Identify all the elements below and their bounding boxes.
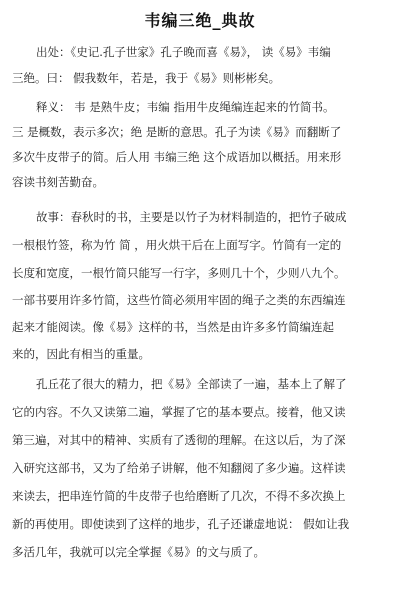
text-line: 三 是概数，表示多次；绝 是断的意思。孔子为读《易》而翻断了 (12, 125, 342, 139)
text-line: 起来才能阅读。像《易》这样的书，当然是由许多多竹简编连起 (12, 320, 334, 334)
text-line: 它的内容。不久又读第二遍，掌握了它的基本要点。接着，他又读 (12, 405, 346, 419)
text-line: 来读去，把串连竹简的牛皮带子也给磨断了几次，不得不多次换上 (12, 489, 346, 503)
text-line: 出处：《史记.孔子世家》孔子晚而喜《易》， 读《易》韦编 (36, 45, 331, 59)
text-line: 孔丘花了很大的精力，把《易》全部读了一遍，基本上了解了 (36, 377, 347, 391)
text-line: 多次牛皮带子的简。后人用 韦编三绝 这个成语加以概括。用来形 (12, 150, 342, 164)
text-line: 故事：春秋时的书，主要是以竹子为材料制造的，把竹子破成 (36, 210, 347, 224)
text-line: 容读书刻苦勤奋。 (12, 175, 104, 189)
text-line: 三绝。曰： 假我数年，若是，我于《易》则彬彬矣。 (12, 71, 281, 85)
text-line: 第三遍，对其中的精神、实质有了透彻的理解。在这以后，为了深 (12, 433, 346, 447)
text-line: 来的，因此有相当的重量。 (12, 347, 150, 361)
document-title: 韦编三绝_典故 (144, 11, 256, 30)
text-line: 一根根竹签，称为竹 简 ，用火烘干后在上面写字。竹简有一定的 (12, 238, 342, 252)
text-line: 新的再使用。即使读到了这样的地步，孔子还谦虚地说： 假如让我 (12, 517, 350, 531)
text-line: 多活几年，我就可以完全掌握《易》的文与质了。 (12, 545, 265, 559)
text-line: 入研究这部书，又为了给弟子讲解，他不知翻阅了多少遍。这样读 (12, 461, 346, 475)
text-line: 长度和宽度，一根竹简只能写一行字，多则几十个，少则八九个。 (12, 266, 346, 280)
text-line: 一部书要用许多竹简，这些竹简必须用牢固的绳子之类的东西编连 (12, 293, 346, 307)
text-line: 释义： 韦 是熟牛皮；韦编 指用牛皮绳编连起来的竹简书。 (36, 100, 335, 114)
